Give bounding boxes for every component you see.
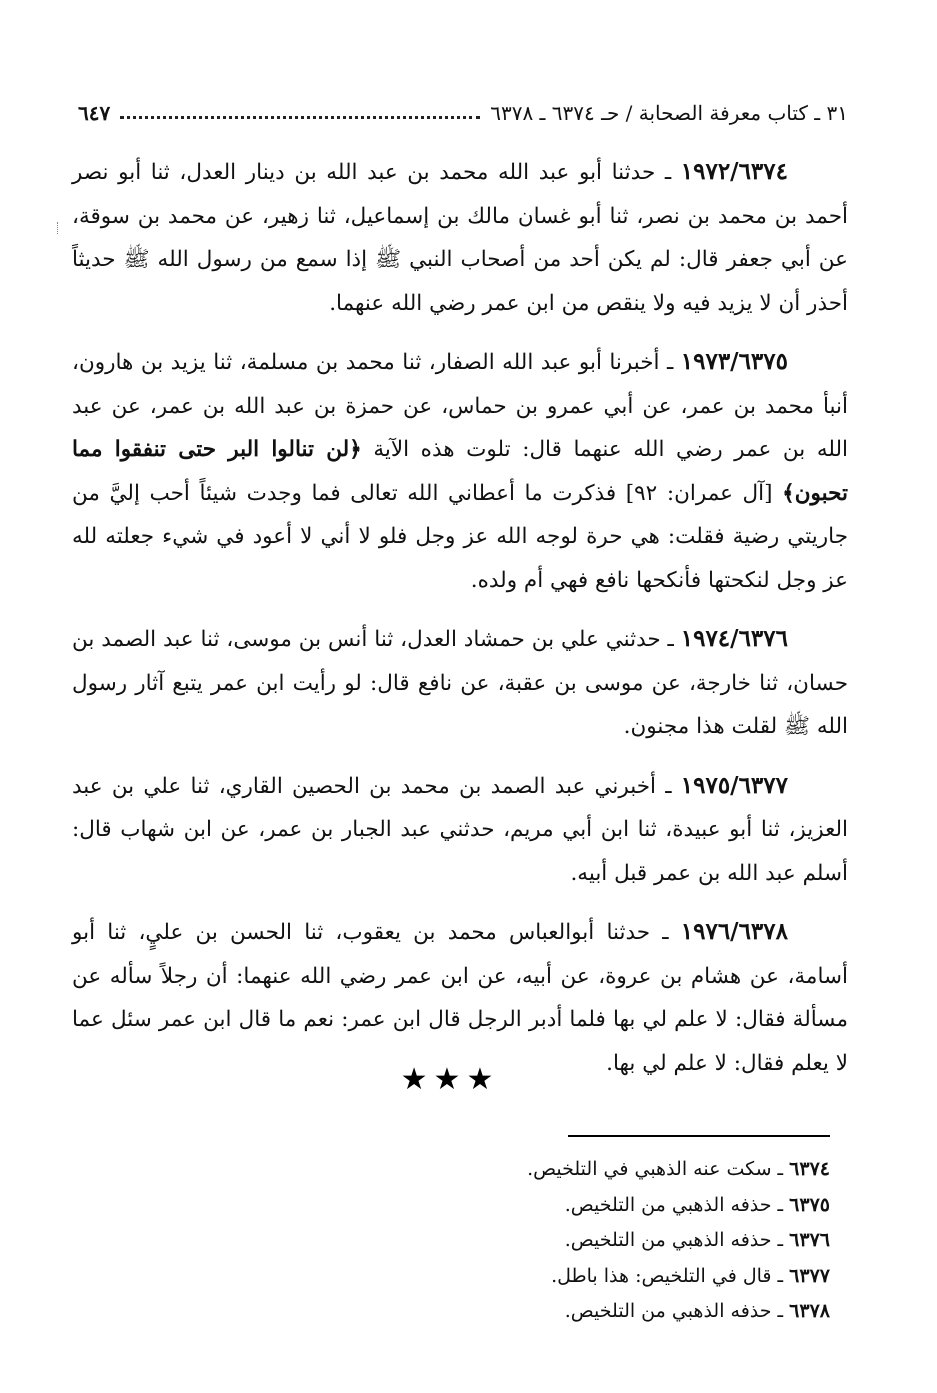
hadith-6375: [72, 340, 848, 602]
hadith-text: ـ أخبرنا أبو عبد الله الصفار، ثنا محمد بن مسلمة، ثنا يزيد بن هارون، أنبأ محمد بن عمر، عن أبي عمرو بن حماس، عن حمزة بن عبد الله بن عمر، عن عبد الله بن عمر رضي الله عنهما قال: تلوت هذه الآية: [72, 350, 848, 462]
footnote-number: ٦٣٧٧: [789, 1264, 830, 1287]
hadith-text: ـ أخبرني عبد الصمد بن محمد بن الحصين القاري، ثنا علي بن عبد العزيز، ثنا أبو عبيدة، ثنا ابن أبي مريم، حدثني عبد الجبار بن عمر، عن ابن شهاب قال: أسلم عبد الله بن عمر قبل أبيه.: [72, 773, 848, 886]
hadith-text: ـ حدثنا أبو عبد الله محمد بن عبد الله بن دينار العدل، ثنا أبو نصر أحمد بن محمد بن نصر، ثنا أبو غسان مالك بن إسماعيل، ثنا زهير، عن محمد بن سوقة، عن أبي جعفر قال: لم يكن أحد من أصحاب النبي ﷺ إذا سمع من رسول الله ﷺ حديثاً أحذر أن لا يزيد فيه ولا ينقص من ابن عمر رضي الله عنهما.: [72, 160, 848, 316]
footnotes: [300, 1152, 830, 1330]
footnote-text: ـ قال في التلخيص: هذا باطل.: [551, 1264, 784, 1287]
footnote: [300, 1152, 830, 1188]
hadith-6376: [72, 617, 848, 749]
hadith-number: ١٩٧٣/٦٣٧٥: [680, 348, 788, 375]
section-separator-stars: ★★★: [400, 1062, 500, 1097]
footnote-divider: [568, 1135, 830, 1137]
footnote-text: ـ سكت عنه الذهبي في التلخيص.: [527, 1158, 784, 1180]
hadith-6374: [72, 150, 848, 325]
footnote-number: ٦٣٧٦: [789, 1229, 830, 1251]
main-text: [72, 150, 848, 1100]
footnote-text: ـ حذفه الذهبي من التلخيص.: [564, 1229, 784, 1251]
page-header: [78, 95, 848, 131]
hadith-text: ـ حدثنا أبوالعباس محمد بن يعقوب، ثنا الحسن بن عليٍ، ثنا أبو أسامة، عن هشام بن عروة، عن أبيه، عن ابن عمر رضي الله عنهما: أن رجلاً سأله عن مسألة فقال: لا علم لي بها فلما أدبر الرجل قال ابن عمر: نعم ما قال ابن عمر سئل عما لا يعلم فقال: لا علم لي بها.: [72, 920, 848, 1076]
header-dotted-leader: [120, 116, 480, 119]
hadith-number: ١٩٧٤/٦٣٧٦: [680, 625, 788, 652]
hadith-number: ١٩٧٥/٦٣٧٧: [680, 771, 788, 799]
hadith-number: ١٩٧٦/٦٣٧٨: [680, 918, 788, 945]
margin-mark: [57, 222, 62, 234]
footnote: [300, 1259, 830, 1295]
hadith-text: ـ حدثني علي بن حمشاد العدل، ثنا أنس بن موسى، ثنا عبد الصمد بن حسان، ثنا خارجة، عن موسى بن عقبة، عن نافع قال: لو رأيت ابن عمر يتبع آثار رسول الله ﷺ لقلت هذا مجنون.: [72, 627, 848, 739]
page-number: ٦٤٧: [78, 101, 111, 125]
running-title: ٣١ ـ كتاب معرفة الصحابة / حـ ٦٣٧٤ ـ ٦٣٧٨: [490, 101, 848, 125]
footnote-number: ٦٣٧٥: [789, 1193, 830, 1216]
footnote: [300, 1188, 830, 1224]
hadith-text-continued: [آل عمران: ٩٢] فذكرت ما أعطاني الله تعالى فما وجدت شيئاً أحب إليَّ من جاريتي رضية فقلت: هي حرة لوجه الله عز وجل فلو لا أني لا أعود في شيء جعلته لله عز وجل لنكحتها فأنكحها نافع فهي أم ولده.: [72, 480, 848, 593]
quran-verse: ﴿لن تنالوا البر حتى تنفقوا مما تحبون﴾: [72, 437, 848, 506]
hadith-6377: [72, 764, 848, 896]
footnote: [300, 1294, 830, 1330]
footnote-number: ٦٣٧٤: [789, 1158, 830, 1180]
hadith-6378: [72, 910, 848, 1085]
footnote-text: ـ حذفه الذهبي من التلخيص.: [564, 1300, 784, 1322]
footnote-number: ٦٣٧٨: [789, 1300, 830, 1322]
footnote-text: ـ حذفه الذهبي من التلخيص.: [564, 1193, 784, 1216]
hadith-number: ١٩٧٢/٦٣٧٤: [680, 158, 788, 185]
footnote: [300, 1223, 830, 1259]
